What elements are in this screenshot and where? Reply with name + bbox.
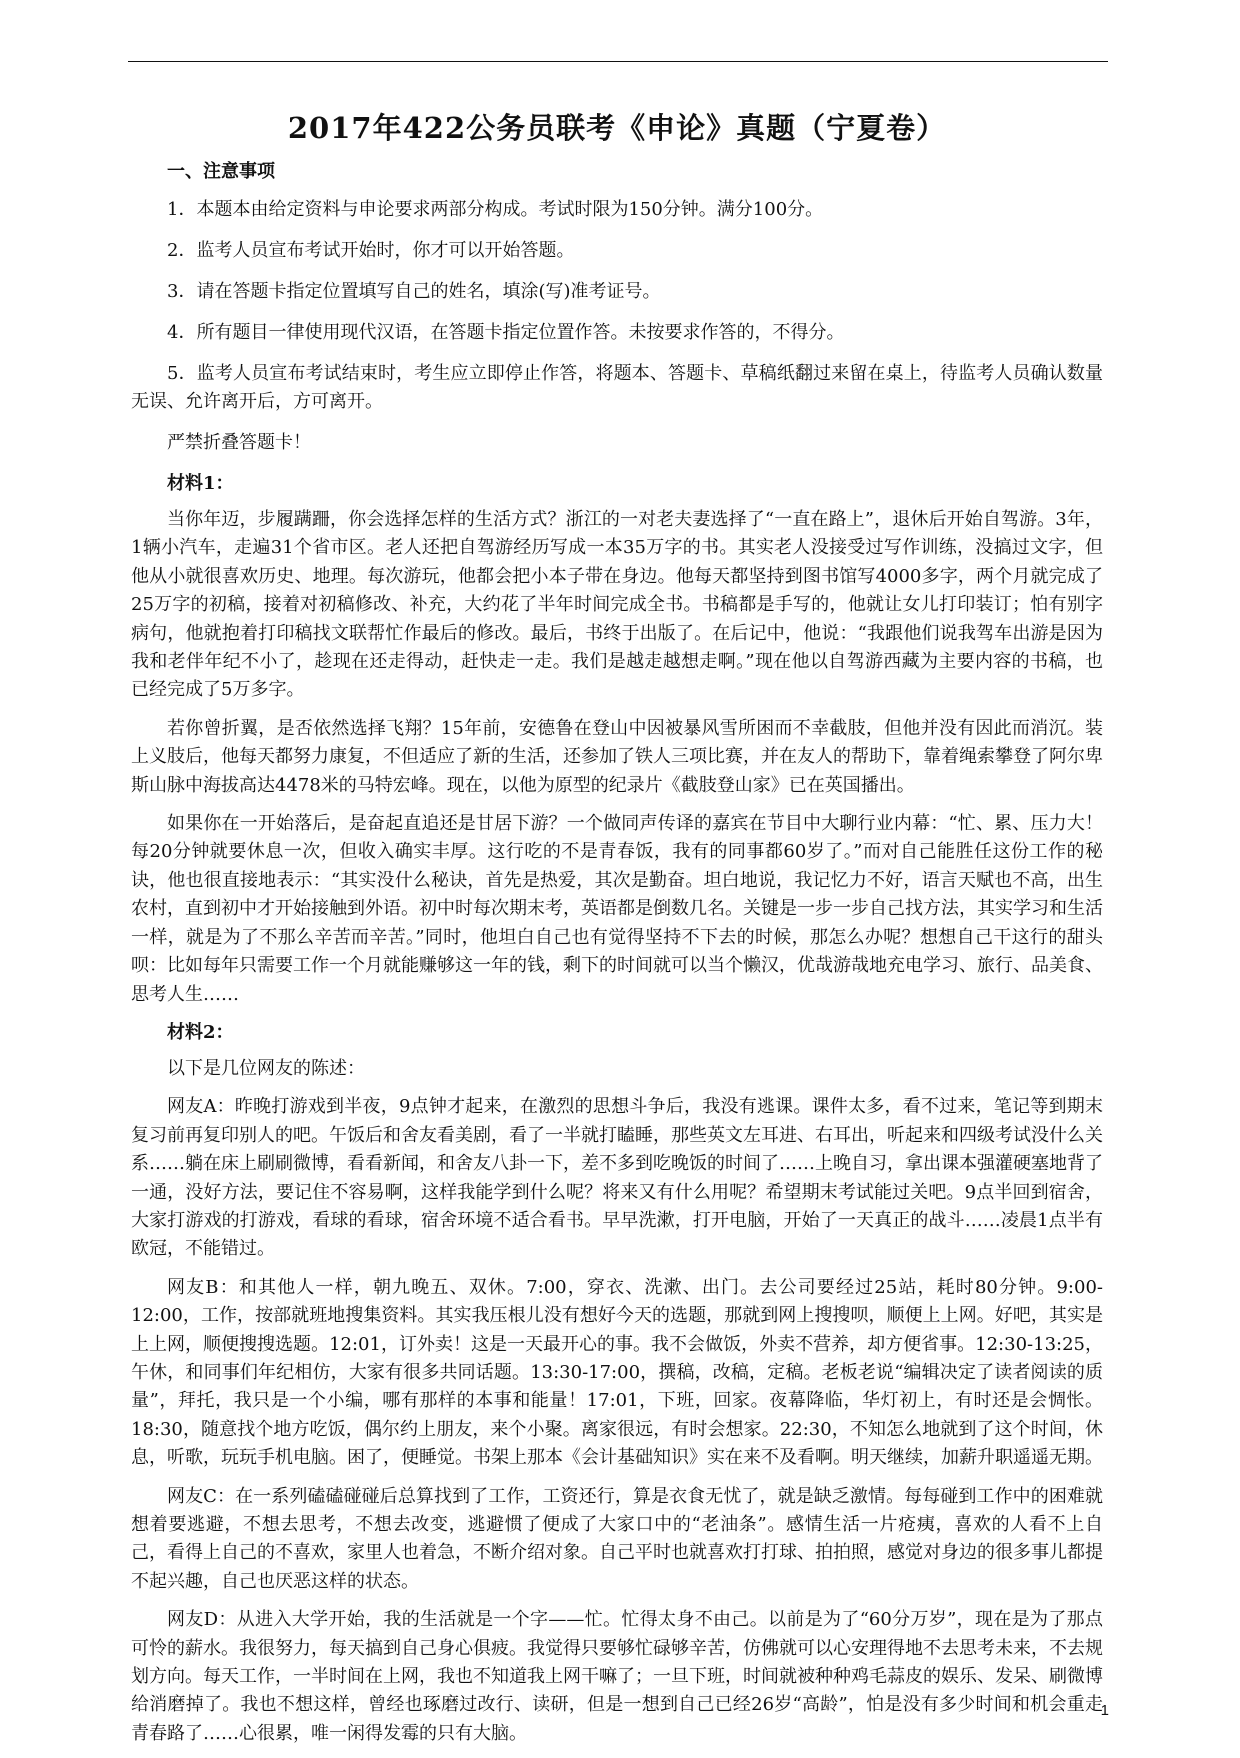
note-item: 5．监考人员宣布考试结束时，考生应立即停止作答，将题本、答题卡、草稿纸翻过来留在桌上，待监考人员确认数量无误、允许离开后，方可离开。: [131, 363, 1103, 412]
material-1-heading: 材料1：: [167, 473, 234, 494]
page-title: 2017年422公务员联考《申论》真题（宁夏卷）: [287, 111, 947, 145]
note-item: 4．所有题目一律使用现代汉语，在答题卡指定位置作答。未按要求作答的，不得分。: [167, 322, 845, 343]
note-item: 1．本题本由给定资料与申论要求两部分构成。考试时限为150分钟。满分100分。: [167, 199, 824, 220]
document-body: [131, 108, 1103, 1758]
header-rule: [128, 61, 1108, 62]
material-paragraph: 网友A：昨晚打游戏到半夜，9点钟才起来，在激烈的思想斗争后，我没有逃课。课件太多，看不过来，笔记等到期末复习前再复印别人的吧。午饭后和舍友看美剧，看了一半就打瞌睡，那些英文左耳进、右耳出，听起来和四级考试没什么关系……躺在床上刷刷微博，看看新闻，和舍友八卦一下，差不多到吃晚饭的时间了……上晚自习，拿出课本强灌硬塞地背了一通，没好方法，要记住不容易啊，这样我能学到什么呢？将来又有什么用呢？希望期末考试能过关吧。9点半回到宿舍，大家打游戏的打游戏，看球的看球，宿舍环境不适合看书。早早洗漱，打开电脑，开始了一天真正的战斗……凌晨1点半有欧冠，不能错过。: [131, 1096, 1103, 1260]
material-paragraph: 当你年迈，步履蹒跚，你会选择怎样的生活方式？浙江的一对老夫妻选择了“一直在路上”，退休后开始自驾游。3年，1辆小汽车，走遍31个省市区。老人还把自驾游经历写成一本35万字的书。其实老人没接受过写作训练，没搞过文字，但他从小就很喜欢历史、地理。每次游玩，他都会把小本子带在身边。他每天都坚持到图书馆写4000多字，两个月就完成了25万字的初稿，接着对初稿修改、补充，大约花了半年时间完成全书。书稿都是手写的，他就让女儿打印装订；怕有别字病句，他就抱着打印稿找文联帮忙作最后的修改。最后，书终于出版了。在后记中，他说：“我跟他们说我驾车出游是因为我和老伴年纪不小了，趁现在还走得动，赶快走一走。我们是越走越想走啊。”现在他以自驾游西藏为主要内容的书稿，也已经完成了5万多字。: [131, 509, 1103, 701]
material-paragraph: 网友C：在一系列磕磕碰碰后总算找到了工作，工资还行，算是衣食无忧了，就是缺乏激情。每每碰到工作中的困难就想着要逃避，不想去思考，不想去改变，逃避惯了便成了大家口中的“老油条”。感情生活一片疮痍，喜欢的人看不上自己，看得上自己的不喜欢，家里人也着急，不断介绍对象。自己平时也就喜欢打打球、拍拍照，感觉对身边的很多事儿都提不起兴趣，自己也厌恶这样的状态。: [131, 1485, 1103, 1592]
page-number: 1: [1100, 1702, 1109, 1719]
note-item: 3．请在答题卡指定位置填写自己的姓名，填涂(写)准考证号。: [167, 281, 661, 302]
material-paragraph: 以下是几位网友的陈述：: [167, 1057, 365, 1079]
note-item: 2．监考人员宣布考试开始时，你才可以开始答题。: [167, 240, 575, 261]
material-paragraph: 若你曾折翼，是否依然选择飞翔？15年前，安德鲁在登山中因被暴风雪所困而不幸截肢，但他并没有因此而消沉。装上义肢后，他每天都努力康复，不但适应了新的生活，还参加了铁人三项比赛，并在友人的帮助下，靠着绳索攀登了阿尔卑斯山脉中海拔高达4478米的马特宏峰。现在，以他为原型的纪录片《截肢登山家》已在英国播出。: [131, 717, 1103, 796]
material-paragraph: 网友B：和其他人一样，朝九晚五、双休。7:00，穿衣、洗漱、出门。去公司要经过25站，耗时80分钟。9:00-12:00，工作，按部就班地搜集资料。其实我压根儿没有想好今天的选题，那就到网上搜搜呗，顺便上上网。好吧，其实是上上网，顺便搜搜选题。12:01，订外卖！这是一天最开心的事。我不会做饭，外卖不营养，却方便省事。12:30-13:25，午休，和同事们年纪相仿，大家有很多共同话题。13:30-17:00，撰稿，改稿，定稿。老板老说“编辑决定了读者阅读的质量”，拜托，我只是一个小编，哪有那样的本事和能量！17:01，下班，回家。夜幕降临，华灯初上，有时还是会惆怅。18:30，随意找个地方吃饭，偶尔约上朋友，来个小聚。离家很远，有时会想家。22:30，不知怎么地就到了这个时间，休息，听歌，玩玩手机电脑。困了，便睡觉。书架上那本《会计基础知识》实在来不及看啊。明天继续，加薪升职遥遥无期。: [131, 1276, 1103, 1469]
material-2-heading: 材料2：: [167, 1021, 234, 1043]
material-paragraph: 网友D：从进入大学开始，我的生活就是一个字——忙。忙得太身不由己。以前是为了“60分万岁”，现在是为了那点可怜的薪水。我很努力，每天搞到自己身心俱疲。我觉得只要够忙碌够辛苦，仿佛就可以心安理得地不去思考未来，不去规划方向。每天工作，一半时间在上网，我也不知道我上网干嘛了；一旦下班，时间就被种种鸡毛蒜皮的娱乐、发呆、刷微博给消磨掉了。我也不想这样，曾经也琢磨过改行、读研，但是一想到自己已经26岁“高龄”，怕是没有多少时间和机会重走青春路了……心很累，唯一闲得发霉的只有大脑。: [131, 1609, 1103, 1744]
section-heading-notes: 一、注意事项: [167, 161, 275, 182]
note-warning: 严禁折叠答题卡！: [167, 432, 311, 453]
material-paragraph: 如果你在一开始落后，是奋起直追还是甘居下游？一个做同声传译的嘉宾在节目中大聊行业内幕：“忙、累、压力大！每20分钟就要休息一次，但收入确实丰厚。这行吃的不是青春饭，我有的同事都60岁了。”而对自己能胜任这份工作的秘诀，他也很直接地表示：“其实没什么秘诀，首先是热爱，其次是勤奋。坦白地说，我记忆力不好，语言天赋也不高，出生农村，直到初中才开始接触到外语。初中时每次期末考，英语都是倒数几名。关键是一步一步自己找方法，其实学习和生活一样，就是为了不那么辛苦而辛苦。”同时，他坦白自己也有觉得坚持不下去的时候，那怎么办呢？想想自己干这行的甜头呗：比如每年只需要工作一个月就能赚够这一年的钱，剩下的时间就可以当个懒汉，优哉游哉地充电学习、旅行、品美食、思考人生……: [131, 813, 1103, 1005]
